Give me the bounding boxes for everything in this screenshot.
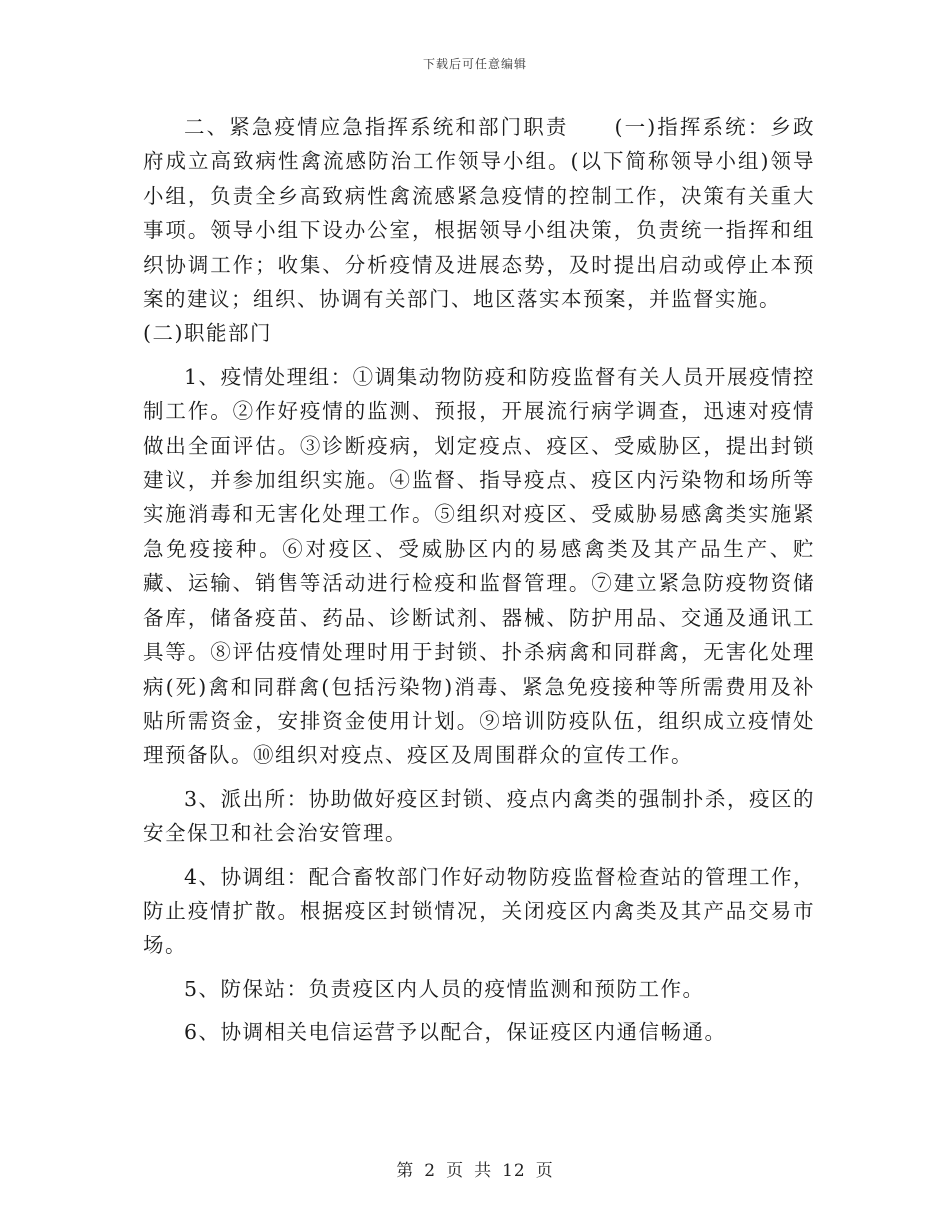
page-number: 2 (424, 1161, 437, 1181)
page-footer (0, 1156, 950, 1181)
paragraph-health-station: 5、防保站：负责疫区内人员的疫情监测和预防工作。 (184, 976, 705, 1001)
paragraph-police-station: 3、派出所：协助做好疫区封锁、疫点内禽类的强制扑杀，疫区的安全保卫和社会治安管理。 (143, 786, 815, 846)
page-header: 下载后可任意编辑 (422, 57, 527, 71)
command-system-text: (一)指挥系统：乡政府成立高致病性禽流感防治工作领导小组。(以下简称领导小组)领导小组，负责全乡高致病性禽流感紧急疫情的控制工作，决策有关重大事项。领导小组下设办公室，根据领导小组决策，负责统一指挥和组织协调工作；收集、分析疫情及进展态势，及时提出启动或停止本预案的建议；组织、协调有关部门、地区落实本预案，并监督实施。 (143, 115, 816, 312)
footer-ye-end: 页 (535, 1161, 554, 1181)
section-heading-paragraph (143, 110, 815, 316)
total-pages: 12 (502, 1161, 526, 1181)
paragraph-coordination-group: 4、协调组：配合畜牧部门作好动物防疫监督检查站的管理工作，防止疫情扩散。根据疫区封锁情况，关闭疫区内禽类及其产品交易市场。 (143, 864, 815, 958)
paragraph-epidemic-group: 1、疫情处理组：①调集动物防疫和防疫监督有关人员开展疫情控制工作。②作好疫情的监测、预报，开展流行病学调查，迅速对疫情做出全面评估。③诊断疫病，划定疫点、疫区、受威胁区，提出封锁建议，并参加组织实施。④监督、指导疫点、疫区内污染物和场所等实施消毒和无害化处理工作。⑤组织对疫区、受威胁易感禽类实施紧急免疫接种。⑥对疫区、受威胁区内的易感禽类及其产品生产、贮藏、运输、销售等活动进行检疫和监督管理。⑦建立紧急防疫物资储备库，储备疫苗、药品、诊断试剂、器械、防护用品、交通及通讯工具等。⑧评估疫情处理时用于封锁、扑杀病禽和同群禽，无害化处理病(死)禽和同群禽(包括污染物)消毒、紧急免疫接种等所需费用及补贴所需资金，安排资金使用计划。⑨培训防疫队伍，组织成立疫情处理预备队。⑩组织对疫点、疫区及周围群众的宣传工作。 (143, 364, 815, 768)
footer-ye: 页 (446, 1161, 465, 1181)
paragraph-telecom: 6、协调相关电信运营予以配合，保证疫区内通信畅通。 (184, 1020, 727, 1045)
section-title: 二、紧急疫情应急指挥系统和部门职责 (184, 115, 569, 139)
document-body (143, 110, 815, 1050)
subsection-heading: (二)职能部门 (143, 321, 272, 346)
footer-gong: 共 (474, 1161, 493, 1181)
footer-di: 第 (396, 1161, 415, 1181)
